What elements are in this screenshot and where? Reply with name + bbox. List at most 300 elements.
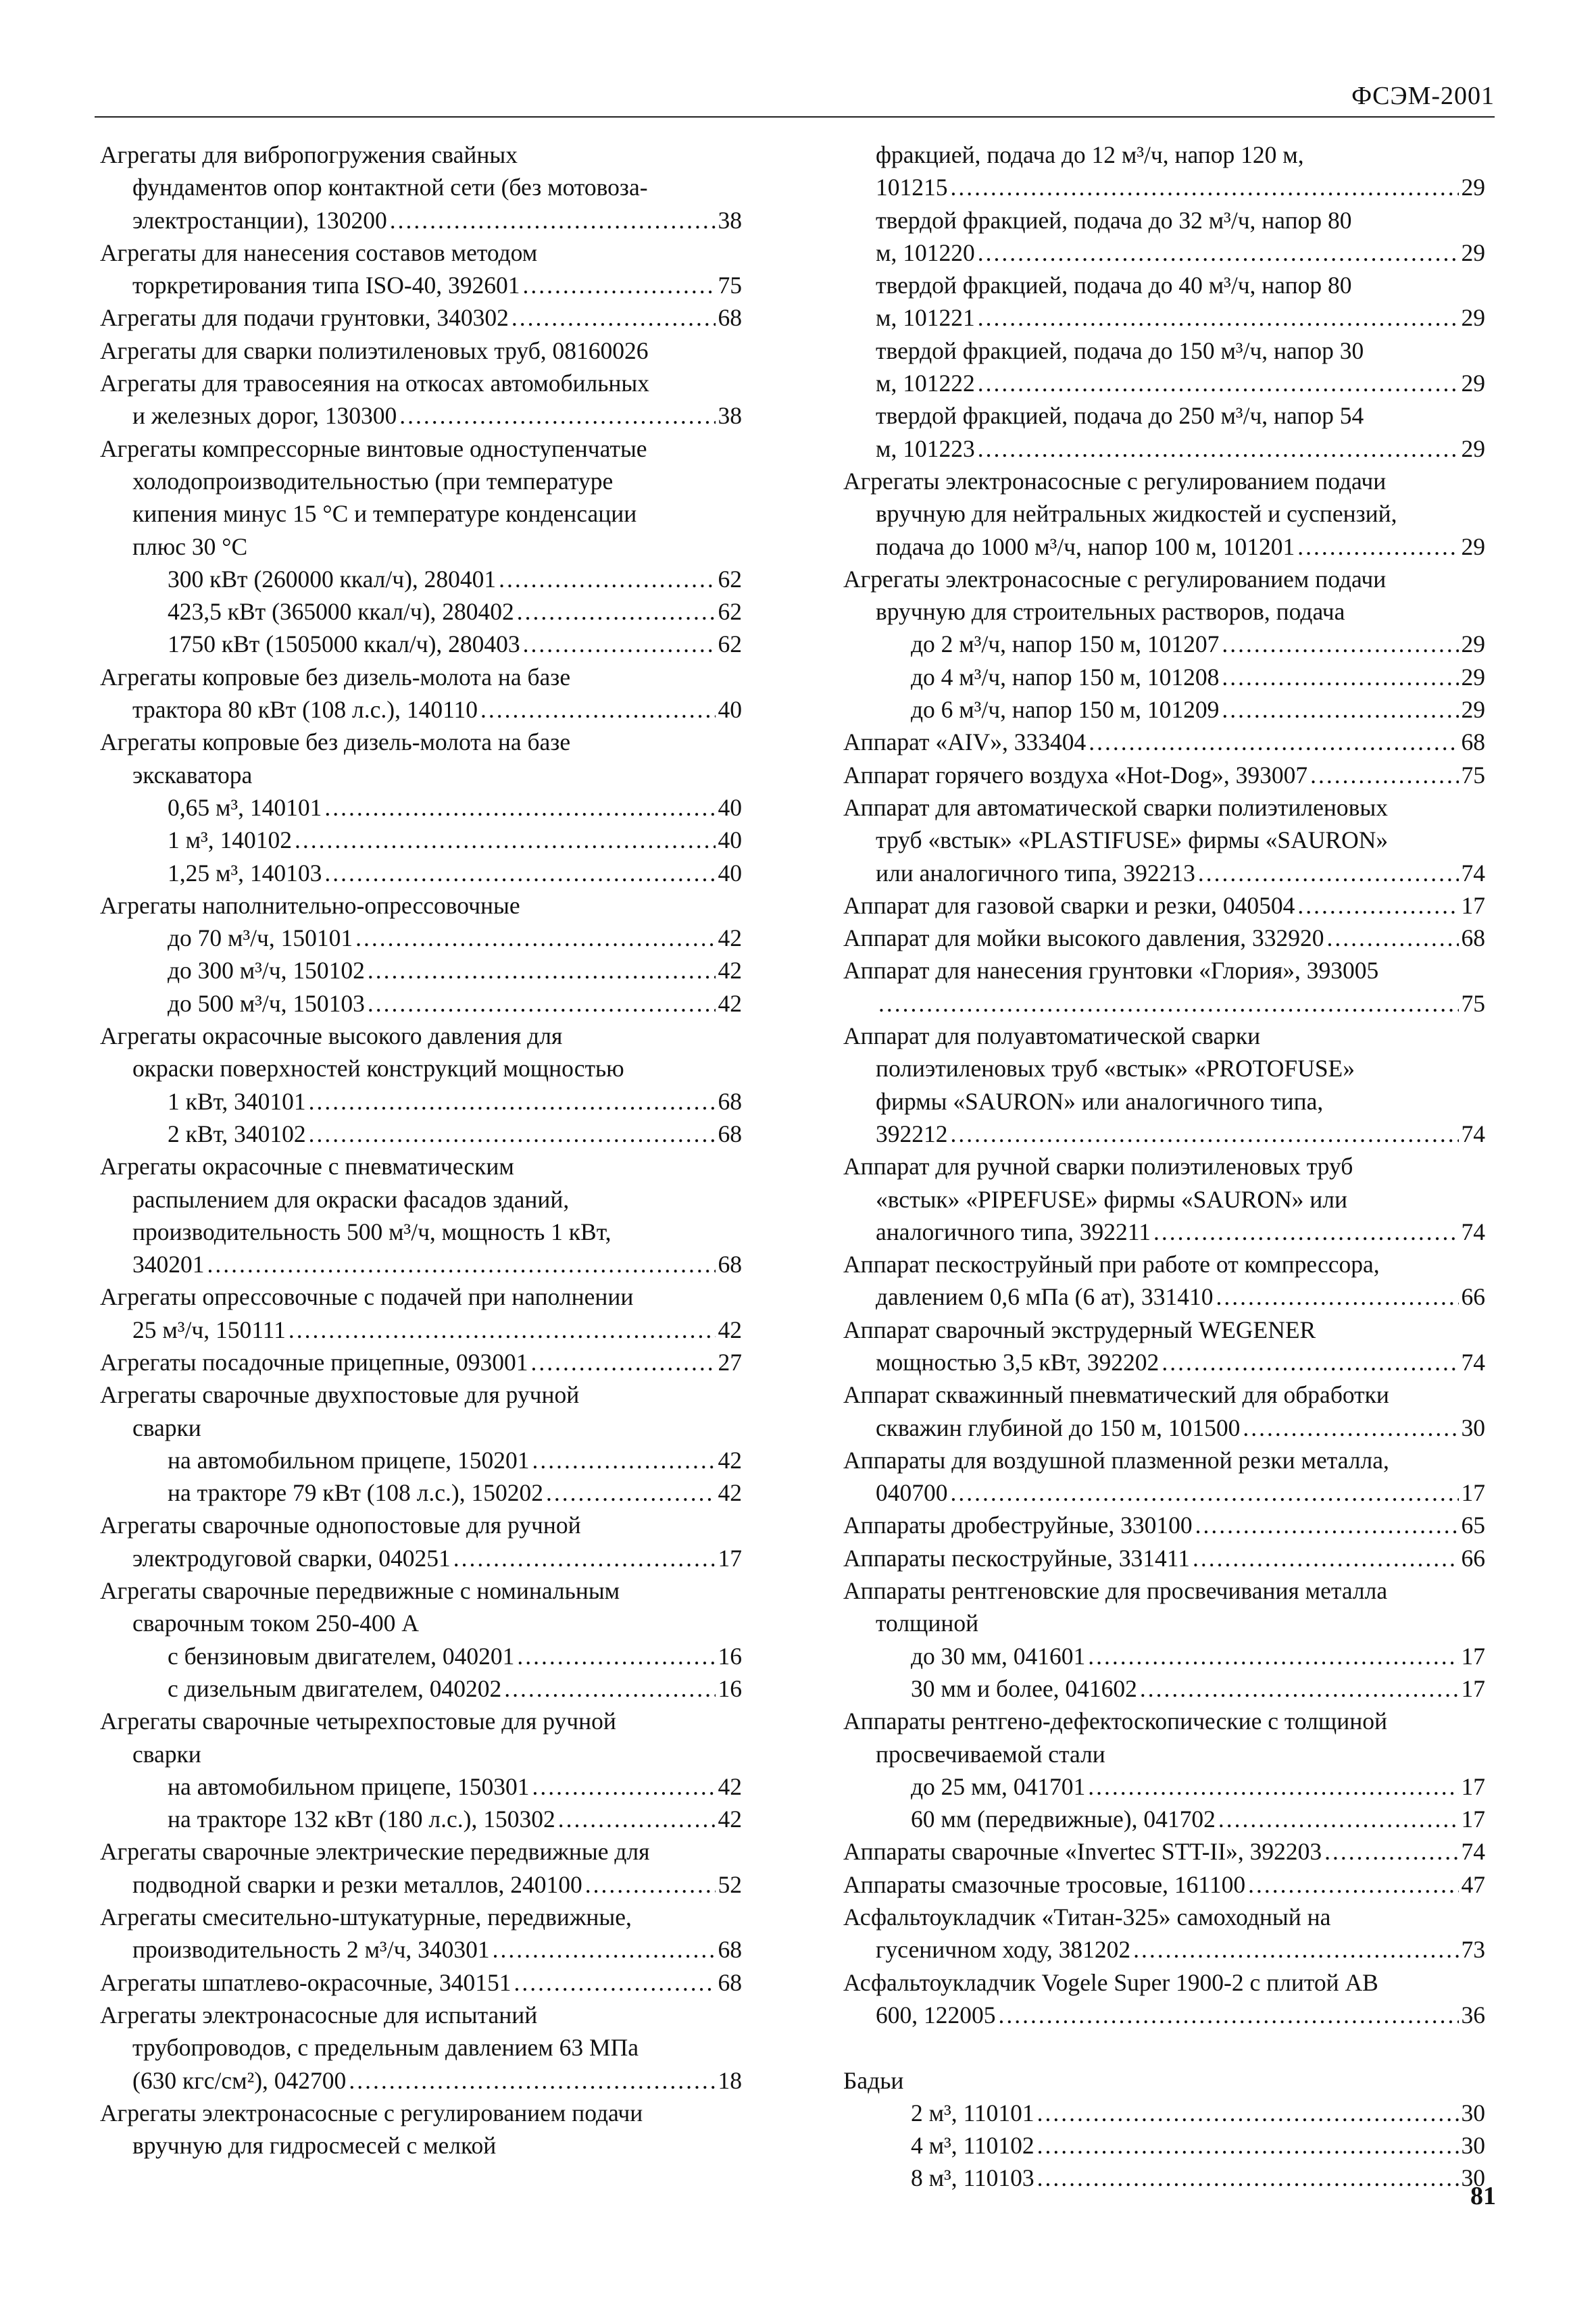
entry-text: или аналогичного типа, 392213: [876, 859, 1195, 887]
index-entry-line: [843, 2129, 1485, 2162]
entry-text: фундаментов опор контактной сети (без мотовоза-: [132, 174, 648, 201]
index-entry-line: [843, 922, 1485, 954]
index-entry-line: [843, 1542, 1485, 1574]
entry-page-ref: 42: [718, 1772, 742, 1800]
entry-text: распылением для окраски фасадов зданий,: [132, 1185, 570, 1213]
index-entry-line: [843, 1640, 1485, 1672]
dot-leader: [531, 1346, 716, 1378]
dot-leader: [324, 791, 715, 824]
entry-text: сварочным током 250-400 А: [132, 1610, 419, 1637]
index-entry-line: [843, 1803, 1485, 1835]
index-entry-line: [843, 1574, 1485, 1607]
entry-page-ref: 74: [1461, 859, 1485, 887]
entry-text: 340201: [132, 1251, 205, 1278]
entry-text: 101215: [876, 174, 948, 201]
index-entry-line: [843, 1705, 1485, 1737]
entry-text: 1 м³, 140102: [168, 826, 292, 854]
entry-text: просвечиваемой стали: [876, 1740, 1105, 1768]
entry-page-ref: 74: [1461, 1218, 1485, 1245]
entry-text: Агрегаты для сварки полиэтиленовых труб, 08160026: [100, 337, 649, 364]
entry-text: Аппараты для воздушной плазменной резки металла,: [843, 1446, 1389, 1474]
entry-page-ref: 17: [1461, 1674, 1485, 1702]
entry-text: 4 м³, 110102: [911, 2132, 1034, 2160]
index-entry-line: [843, 1868, 1485, 1901]
index-entry-line: [843, 1509, 1485, 1541]
entry-text: до 2 м³/ч, напор 150 м, 101207: [911, 630, 1220, 658]
index-entry-line: [843, 791, 1485, 824]
dot-leader: [1326, 922, 1458, 954]
index-entry-line: [843, 399, 1485, 432]
entry-text: Аппарат «AIV», 333404: [843, 728, 1087, 756]
entry-text: Аппараты рентгеновские для просвечивания металла: [843, 1577, 1388, 1605]
dot-leader: [390, 204, 716, 237]
blank-line: [843, 2031, 1485, 2064]
dot-leader: [532, 1444, 715, 1476]
index-entry-line: [100, 1085, 742, 1118]
entry-text: Агрегаты сварочные четырехпостовые для ручной: [100, 1708, 616, 1735]
entry-text: трактора 80 кВт (108 л.с.), 140110: [132, 696, 478, 724]
index-entry-line: [100, 1640, 742, 1672]
entry-text: холодопроизводительностью (при температуре: [132, 467, 614, 495]
index-entry-line: [100, 595, 742, 628]
index-entry-line: [843, 661, 1485, 693]
entry-text: Агрегаты компрессорные винтовые одноступенчатые: [100, 434, 647, 462]
index-entry-line: [100, 987, 742, 1020]
dot-leader: [1037, 2162, 1459, 2194]
index-entry-line: [100, 2064, 742, 2097]
index-entry-line: [843, 1966, 1485, 1999]
index-entry-line: [843, 1314, 1485, 1346]
entry-text: плюс 30 °С: [132, 532, 248, 560]
entry-text: Аппарат для полуавтоматической сварки: [843, 1022, 1261, 1050]
entry-page-ref: 52: [718, 1870, 742, 1898]
entry-text: Агрегаты для вибропогружения свайных: [100, 141, 518, 168]
index-entry-line: [843, 171, 1485, 203]
entry-page-ref: 29: [1461, 174, 1485, 201]
entry-text: м, 101221: [876, 304, 975, 332]
entry-text: 25 м³/ч, 150111: [132, 1316, 286, 1343]
index-entry-line: [100, 367, 742, 399]
entry-text: Аппарат сварочный экструдерный WEGENER: [843, 1316, 1316, 1343]
index-entry-line: [843, 1999, 1485, 2031]
entry-page-ref: 68: [718, 1087, 742, 1115]
dot-leader: [1248, 1868, 1458, 1901]
index-entry-line: [843, 1835, 1485, 1868]
index-entry-line: [100, 1803, 742, 1835]
index-entry-line: [100, 1118, 742, 1150]
entry-text: Асфальтоукладчик Vogele Super 1900-2 с плитой АВ: [843, 1968, 1378, 1996]
index-entry-line: [843, 269, 1485, 301]
entry-text: Агрегаты для подачи грунтовки, 340302: [100, 304, 509, 332]
entry-text: 392212: [876, 1120, 948, 1147]
entry-text: «встык» «PIPEFUSE» фирмы «SAURON» или: [876, 1185, 1347, 1213]
entry-page-ref: 68: [718, 1120, 742, 1147]
dot-leader: [349, 2064, 715, 2097]
entry-text: торкретирования типа ISO-40, 392601: [132, 272, 520, 299]
index-entry-line: [100, 889, 742, 922]
dot-leader: [878, 987, 1459, 1020]
entry-text: 300 кВт (260000 ккал/ч), 280401: [168, 565, 497, 593]
entry-page-ref: 62: [718, 598, 742, 626]
entry-page-ref: 17: [1461, 1772, 1485, 1800]
dot-leader: [523, 628, 716, 660]
dot-leader: [1088, 1770, 1458, 1803]
entry-text: до 30 мм, 041601: [911, 1642, 1086, 1670]
index-entry-line: [100, 1183, 742, 1216]
entry-page-ref: 66: [1461, 1283, 1485, 1311]
index-entry-line: [100, 1150, 742, 1183]
entry-text: Агрегаты смесительно-штукатурные, передвижные,: [100, 1903, 632, 1931]
dot-leader: [1310, 759, 1458, 791]
entry-text: Аппарат скважинный пневматический для обработки: [843, 1381, 1389, 1409]
entry-page-ref: 29: [1461, 304, 1485, 332]
entry-text: 423,5 кВт (365000 ккал/ч), 280402: [168, 598, 514, 626]
entry-text: Аппараты рентгено-дефектоскопические с толщиной: [843, 1708, 1387, 1735]
entry-text: 8 м³, 110103: [911, 2164, 1034, 2192]
entry-text: Аппарат для нанесения грунтовки «Глория», 393005: [843, 957, 1379, 985]
entry-page-ref: 42: [718, 1446, 742, 1474]
entry-text: труб «встык» «PLASTIFUSE» фирмы «SAURON»: [876, 826, 1389, 854]
entry-text: вручную для гидросмесей с мелкой: [132, 2132, 497, 2160]
index-entry-line: [100, 1705, 742, 1737]
dot-leader: [1089, 726, 1458, 758]
entry-page-ref: 42: [718, 1479, 742, 1507]
entry-text: 2 м³, 110101: [911, 2099, 1034, 2126]
entry-page-ref: 40: [718, 826, 742, 854]
dot-leader: [1218, 1803, 1459, 1835]
entry-page-ref: 74: [1461, 1120, 1485, 1147]
index-entry-line: [843, 237, 1485, 269]
index-entry-line: [100, 530, 742, 563]
entry-text: экскаватора: [132, 761, 253, 789]
index-entry-line: [843, 1901, 1485, 1933]
entry-text: фирмы «SAURON» или аналогичного типа,: [876, 1087, 1324, 1115]
entry-page-ref: 73: [1461, 1936, 1485, 1964]
index-entry-line: [843, 497, 1485, 530]
index-entry-line: [843, 857, 1485, 889]
entry-text: 1 кВт, 340101: [168, 1087, 306, 1115]
index-entry-line: [100, 1346, 742, 1378]
index-entry-line: [843, 432, 1485, 465]
index-entry-line: [100, 432, 742, 465]
index-entry-line: [100, 1901, 742, 1933]
dot-leader: [399, 399, 715, 432]
index-entry-line: [843, 1378, 1485, 1411]
index-entry-line: [100, 1933, 742, 1966]
dot-leader: [493, 1933, 716, 1966]
index-entry-line: [100, 1999, 742, 2031]
entry-text: сварки: [132, 1414, 201, 1441]
entry-text: Агрегаты шпатлево-окрасочные, 340151: [100, 1968, 512, 1996]
entry-text: с дизельным двигателем, 040202: [168, 1674, 502, 1702]
entry-text: аналогичного типа, 392211: [876, 1218, 1151, 1245]
index-entry-line: [843, 954, 1485, 987]
entry-text: Агрегаты окрасочные высокого давления для: [100, 1022, 563, 1050]
dot-leader: [355, 922, 715, 954]
index-entry-line: [100, 1835, 742, 1868]
index-entry-line: [100, 171, 742, 203]
index-entry-line: [100, 204, 742, 237]
entry-page-ref: 30: [1461, 2164, 1485, 2192]
entry-text: Агрегаты окрасочные с пневматическим: [100, 1153, 514, 1180]
entry-page-ref: 47: [1461, 1870, 1485, 1898]
entry-page-ref: 29: [1461, 532, 1485, 560]
entry-page-ref: 29: [1461, 370, 1485, 397]
entry-text: Агрегаты копровые без дизель-молота на базе: [100, 728, 571, 756]
dot-leader: [522, 269, 715, 301]
index-entry-line: [843, 367, 1485, 399]
index-entry-line: [100, 2097, 742, 2129]
dot-leader: [1133, 1933, 1458, 1966]
entry-page-ref: 65: [1461, 1512, 1485, 1539]
entry-text: фракцией, подача до 12 м³/ч, напор 120 м,: [876, 141, 1304, 168]
index-entry-line: [100, 465, 742, 497]
index-entry-line: [843, 1020, 1485, 1052]
index-entry-line: [100, 497, 742, 530]
index-entry-line: [100, 2129, 742, 2162]
dot-leader: [1037, 2097, 1459, 2129]
running-header: [95, 81, 1495, 115]
entry-text: до 25 мм, 041701: [911, 1772, 1086, 1800]
entry-text: толщиной: [876, 1610, 979, 1637]
entry-page-ref: 29: [1461, 630, 1485, 658]
dot-leader: [207, 1248, 716, 1280]
entry-text: Агрегаты сварочные двухпостовые для ручной: [100, 1381, 580, 1409]
index-entry-line: [843, 1280, 1485, 1313]
entry-text: на тракторе 79 кВт (108 л.с.), 150202: [168, 1479, 543, 1507]
entry-page-ref: 68: [1461, 924, 1485, 952]
dot-leader: [289, 1314, 716, 1346]
entry-page-ref: 30: [1461, 2132, 1485, 2160]
dot-leader: [546, 1476, 716, 1509]
index-entry-line: [100, 1216, 742, 1248]
entry-text: Бадьи: [843, 2066, 904, 2094]
entry-page-ref: 17: [1461, 1806, 1485, 1833]
index-entry-line: [100, 628, 742, 660]
entry-page-ref: 17: [718, 1544, 742, 1572]
index-entry-line: [100, 1770, 742, 1803]
entry-text: Агрегаты для нанесения составов методом: [100, 239, 538, 266]
entry-text: электродуговой сварки, 040251: [132, 1544, 451, 1572]
index-entry-line: [100, 1607, 742, 1639]
entry-page-ref: 29: [1461, 434, 1485, 462]
index-entry-line: [843, 1933, 1485, 1966]
entry-page-ref: 40: [718, 793, 742, 821]
entry-page-ref: 42: [718, 1316, 742, 1343]
dot-leader: [324, 857, 715, 889]
dot-leader: [1222, 661, 1458, 693]
index-entry-line: [843, 1052, 1485, 1085]
entry-text: Аппарат для автоматической сварки полиэтиленовых: [843, 793, 1388, 821]
dot-leader: [1222, 628, 1458, 660]
entry-text: до 300 м³/ч, 150102: [168, 957, 365, 985]
dot-leader: [585, 1868, 716, 1901]
entry-page-ref: 30: [1461, 1414, 1485, 1441]
dot-leader: [1153, 1216, 1459, 1248]
entry-page-ref: 66: [1461, 1544, 1485, 1572]
dot-leader: [514, 1966, 716, 1999]
entry-page-ref: 42: [718, 924, 742, 952]
entry-text: 1,25 м³, 140103: [168, 859, 322, 887]
index-entry-line: [100, 1248, 742, 1280]
index-entry-line: [100, 1020, 742, 1052]
entry-text: 0,65 м³, 140101: [168, 793, 322, 821]
entry-text: на автомобильном прицепе, 150201: [168, 1446, 530, 1474]
index-entry-line: [100, 693, 742, 726]
index-entry-line: [843, 1346, 1485, 1378]
entry-page-ref: 68: [718, 1251, 742, 1278]
dot-leader: [480, 693, 715, 726]
dot-leader: [368, 954, 716, 987]
index-entry-line: [100, 954, 742, 987]
entry-page-ref: 40: [718, 696, 742, 724]
dot-leader: [1222, 693, 1458, 726]
dot-leader: [295, 824, 716, 856]
index-entry-line: [100, 269, 742, 301]
entry-text: Агрегаты посадочные прицепные, 093001: [100, 1348, 528, 1376]
dot-leader: [1088, 1640, 1458, 1672]
entry-text: Агрегаты электронасосные с регулированием подачи: [843, 467, 1387, 495]
entry-text: 600, 122005: [876, 2001, 996, 2028]
dot-leader: [978, 367, 1459, 399]
dot-leader: [1140, 1672, 1459, 1705]
dot-leader: [978, 432, 1459, 465]
index-entry-line: [100, 791, 742, 824]
index-entry-line: [100, 139, 742, 171]
index-entry-line: [100, 1574, 742, 1607]
entry-text: 2 кВт, 340102: [168, 1120, 306, 1147]
index-entry-line: [100, 2031, 742, 2064]
index-entry-line: [843, 563, 1485, 595]
entry-page-ref: 68: [1461, 728, 1485, 756]
entry-text: Агрегаты наполнительно-опрессовочные: [100, 891, 520, 919]
entry-text: на автомобильном прицепе, 150301: [168, 1772, 530, 1800]
index-entry-line: [843, 1183, 1485, 1216]
index-column-right: [843, 139, 1485, 2195]
entry-page-ref: 29: [1461, 239, 1485, 266]
entry-text: вручную для нейтральных жидкостей и суспензий,: [876, 500, 1397, 528]
index-entry-line: [843, 2097, 1485, 2129]
dot-leader: [951, 1476, 1459, 1509]
index-entry-line: [843, 1738, 1485, 1770]
entry-text: до 6 м³/ч, напор 150 м, 101209: [911, 696, 1220, 724]
dot-leader: [512, 301, 716, 334]
entry-page-ref: 62: [718, 630, 742, 658]
entry-page-ref: 75: [1461, 761, 1485, 789]
entry-text: на тракторе 132 кВт (180 л.с.), 150302: [168, 1806, 555, 1833]
entry-text: м, 101222: [876, 370, 975, 397]
entry-page-ref: 17: [1461, 891, 1485, 919]
entry-text: кипения минус 15 °С и температуре конденсации: [132, 500, 637, 528]
dot-leader: [1216, 1280, 1459, 1313]
entry-page-ref: 42: [718, 957, 742, 985]
entry-page-ref: 18: [718, 2066, 742, 2094]
entry-text: Агрегаты сварочные передвижные с номинальным: [100, 1577, 620, 1605]
dot-leader: [1162, 1346, 1458, 1378]
entry-text: вручную для строительных растворов, подача: [876, 598, 1345, 626]
index-entry-line: [100, 1542, 742, 1574]
entry-page-ref: 27: [718, 1348, 742, 1376]
dot-leader: [978, 237, 1459, 269]
index-entry-line: [100, 399, 742, 432]
index-entry-line: [100, 661, 742, 693]
entry-text: Агрегаты сварочные однопостовые для ручной: [100, 1512, 581, 1539]
dot-leader: [1037, 2129, 1459, 2162]
entry-page-ref: 38: [718, 206, 742, 234]
entry-text: Агрегаты сварочные электрические передвижные для: [100, 1838, 650, 1866]
dot-leader: [517, 1640, 715, 1672]
entry-text: 30 мм и более, 041602: [911, 1674, 1137, 1702]
index-entry-line: [843, 628, 1485, 660]
entry-text: с бензиновым двигателем, 040201: [168, 1642, 515, 1670]
entry-page-ref: 74: [1461, 1838, 1485, 1866]
entry-page-ref: 75: [718, 272, 742, 299]
index-entry-line: [100, 334, 742, 367]
entry-text: Аппараты пескоструйные, 331411: [843, 1544, 1190, 1572]
entry-page-ref: 62: [718, 565, 742, 593]
entry-page-ref: 68: [718, 304, 742, 332]
index-entry-line: [843, 1216, 1485, 1248]
entry-text: Аппараты сварочные «Invertec STT-II», 392203: [843, 1838, 1322, 1866]
index-entry-line: [100, 1444, 742, 1476]
index-entry-line: [100, 1280, 742, 1313]
index-entry-line: [843, 824, 1485, 856]
index-entry-line: [100, 1738, 742, 1770]
entry-page-ref: 68: [718, 1936, 742, 1964]
index-entry-line: [843, 889, 1485, 922]
index-entry-line: [843, 759, 1485, 791]
entry-text: Агрегаты электронасосные с регулированием подачи: [100, 2099, 643, 2126]
entry-text: 60 мм (передвижные), 041702: [911, 1806, 1216, 1833]
entry-text: Аппараты дробеструйные, 330100: [843, 1512, 1193, 1539]
entry-page-ref: 68: [718, 1968, 742, 1996]
entry-page-ref: 17: [1461, 1642, 1485, 1670]
document-code: ФСЭМ-2001: [1351, 82, 1495, 110]
index-entry-line: [100, 759, 742, 791]
entry-text: Агрегаты электронасосные с регулированием подачи: [843, 565, 1387, 593]
dot-leader: [309, 1085, 716, 1118]
entry-text: Аппарат горячего воздуха «Hot-Dog», 393007: [843, 761, 1308, 789]
index-entry-line: [843, 1672, 1485, 1705]
index-entry-line: [843, 530, 1485, 563]
dot-leader: [951, 1118, 1459, 1150]
dot-leader: [368, 987, 716, 1020]
entry-text: трубопроводов, с предельным давлением 63 МПа: [132, 2034, 639, 2062]
index-entry-line: [100, 824, 742, 856]
entry-text: твердой фракцией, подача до 250 м³/ч, напор 54: [876, 402, 1364, 430]
index-entry-line: [843, 1150, 1485, 1183]
index-entry-line: [843, 1248, 1485, 1280]
entry-page-ref: 38: [718, 402, 742, 430]
entry-page-ref: 36: [1461, 2001, 1485, 2028]
dot-leader: [951, 171, 1459, 203]
dot-leader: [504, 1672, 715, 1705]
entry-text: Аппарат для ручной сварки полиэтиленовых труб: [843, 1153, 1353, 1180]
index-entry-line: [100, 726, 742, 758]
dot-leader: [1324, 1835, 1458, 1868]
entry-text: Аппарат для газовой сварки и резки, 040504: [843, 891, 1295, 919]
index-entry-line: [843, 1770, 1485, 1803]
entry-text: до 500 м³/ч, 150103: [168, 989, 365, 1017]
entry-text: мощностью 3,5 кВт, 392202: [876, 1348, 1159, 1376]
entry-text: давлением 0,6 мПа (6 ат), 331410: [876, 1283, 1214, 1311]
entry-text: Агрегаты копровые без дизель-молота на базе: [100, 663, 571, 691]
index-entry-line: [843, 139, 1485, 171]
index-entry-line: [100, 857, 742, 889]
entry-text: до 70 м³/ч, 150101: [168, 924, 353, 952]
entry-text: м, 101223: [876, 434, 975, 462]
entry-text: и железных дорог, 130300: [132, 402, 397, 430]
